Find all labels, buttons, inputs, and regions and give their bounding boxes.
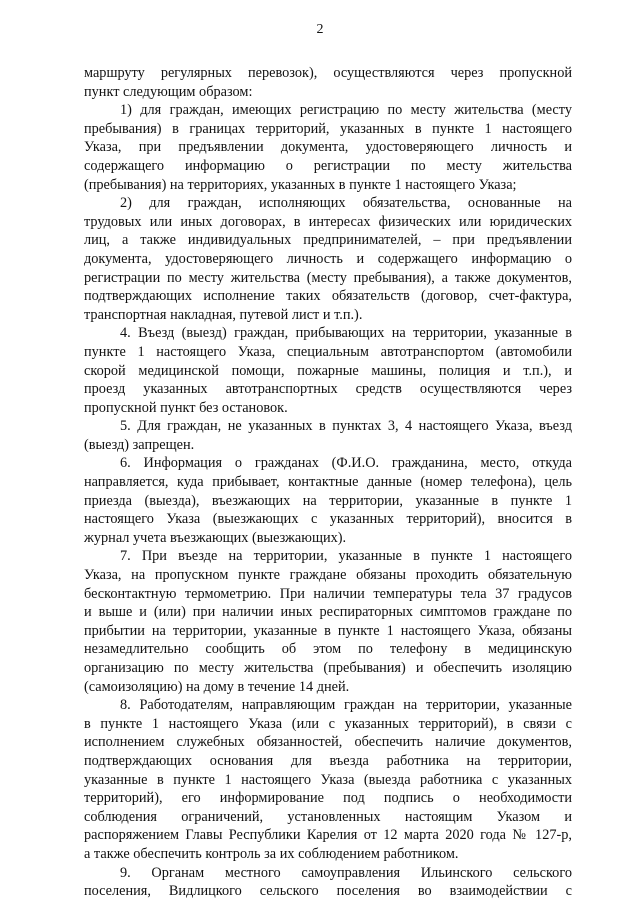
text-line: и выше и (или) при наличии иных респираторных симптомов граждане по bbox=[84, 604, 572, 621]
text-line: подтверждающих основания для въезда работника на территории, bbox=[84, 752, 572, 769]
text-line: организацию по месту жительства (пребывания) и обеспечить изоляцию bbox=[84, 660, 572, 676]
text-line: подтверждающих исполнение таких обязательств (договор, счет-фактура, bbox=[84, 288, 572, 305]
text-line: проезд указанных автотранспортных средств осуществляются через bbox=[84, 381, 572, 398]
text-line: скорой медицинской помощи, пожарные машины, полиция и т.п.), и bbox=[84, 362, 572, 379]
text-line: приезда (выезда), въезжающих на территории, указанные в пункте 1 bbox=[84, 492, 572, 509]
text-line: указанные в пункте 1 настоящего Указа (выезда работника с указанных bbox=[84, 771, 572, 788]
text-line: а также обеспечить контроль за их соблюдением работником. bbox=[84, 845, 459, 862]
text-line: 7. При въезде на территории, указанные в пункте 1 настоящего bbox=[120, 548, 572, 565]
text-line: лиц, а также индивидуальных предпринимателей, – при предъявлении bbox=[84, 232, 572, 249]
text-line: незамедлительно сообщить об этом по телефону в медицинскую bbox=[84, 641, 572, 658]
text-line: настоящего Указа (выезжающих с указанных территорий), вносится в bbox=[84, 511, 572, 528]
text-line: бесконтактную термометрию. При наличии температуры тела 37 градусов bbox=[84, 585, 572, 602]
text-line: регистрации по месту жительства (месту пребывания), а также документов, bbox=[84, 269, 572, 286]
text-line: 9. Органам местного самоуправления Ильинского сельского bbox=[120, 864, 572, 881]
text-line: пункт следующим образом: bbox=[84, 83, 253, 100]
page-number: 2 bbox=[316, 22, 324, 37]
text-line: пребывания) в границах территорий, указанных в пункте 1 настоящего bbox=[84, 120, 572, 137]
text-line: поселения, Видлицкого сельского поселения во взаимодействии с bbox=[84, 883, 572, 900]
text-line: пункте 1 настоящего Указа, специальным автотранспортом (автомобили bbox=[84, 343, 572, 360]
text-line: содержащего информацию о регистрации по месту жительства bbox=[84, 157, 572, 174]
text-line: транспортная накладная, путевой лист и т.п.). bbox=[84, 306, 363, 323]
text-line: прибытии на территории, указанные в пункте 1 настоящего Указа, обязаны bbox=[84, 622, 572, 639]
text-line: (самоизоляцию) на дому в течение 14 дней. bbox=[84, 678, 350, 695]
text-line: 4. Въезд (выезд) граждан, прибывающих на территории, указанные в bbox=[120, 325, 572, 342]
text-line: соблюдения ограничений, установленных настоящим Указом и bbox=[84, 808, 572, 825]
text-line: (выезд) запрещен. bbox=[84, 436, 195, 453]
text-line: 6. Информация о гражданах (Ф.И.О. гражданина, место, откуда bbox=[120, 455, 572, 472]
text-line: трудовых или иных договорах, в интересах физических или юридических bbox=[84, 213, 572, 230]
text-line: 1) для граждан, имеющих регистрацию по месту жительства (месту bbox=[120, 102, 572, 119]
text-line: исполнением служебных обязанностей, обеспечить наличие документов, bbox=[84, 734, 572, 751]
text-line: (пребывания) на территориях, указанных в пункте 1 настоящего Указа; bbox=[84, 176, 517, 193]
text-line: 5. Для граждан, не указанных в пунктах 3, 4 настоящего Указа, въезд bbox=[120, 418, 572, 435]
text-line: 8. Работодателям, направляющим граждан на территории, указанные bbox=[120, 697, 572, 714]
text-line: территорий), его информирование под подпись о необходимости bbox=[84, 790, 572, 807]
text-line: Указа, на пропускном пункте граждане обязаны проходить обязательную bbox=[84, 567, 572, 584]
text-line: направляется, куда прибывает, контактные данные (номер телефона), цель bbox=[84, 474, 572, 491]
text-line: документа, удостоверяющего личность и содержащего информацию о bbox=[84, 250, 572, 267]
text-line: пропускной пункт без остановок. bbox=[84, 399, 288, 416]
text-line: распоряжением Главы Республики Карелия от 12 марта 2020 года № 127-р, bbox=[84, 827, 572, 844]
text-line: журнал учета въезжающих (выезжающих). bbox=[84, 529, 347, 546]
text-line: 2) для граждан, исполняющих обязательства, основанные на bbox=[120, 195, 572, 212]
text-line: в пункте 1 настоящего Указа (или с указанных территорий), в связи с bbox=[84, 715, 572, 732]
document-body bbox=[84, 64, 572, 901]
text-line: Указа, при предъявлении документа, удостоверяющего личность и bbox=[84, 139, 572, 156]
text-line: маршруту регулярных перевозок), осуществляются через пропускной bbox=[84, 65, 572, 81]
